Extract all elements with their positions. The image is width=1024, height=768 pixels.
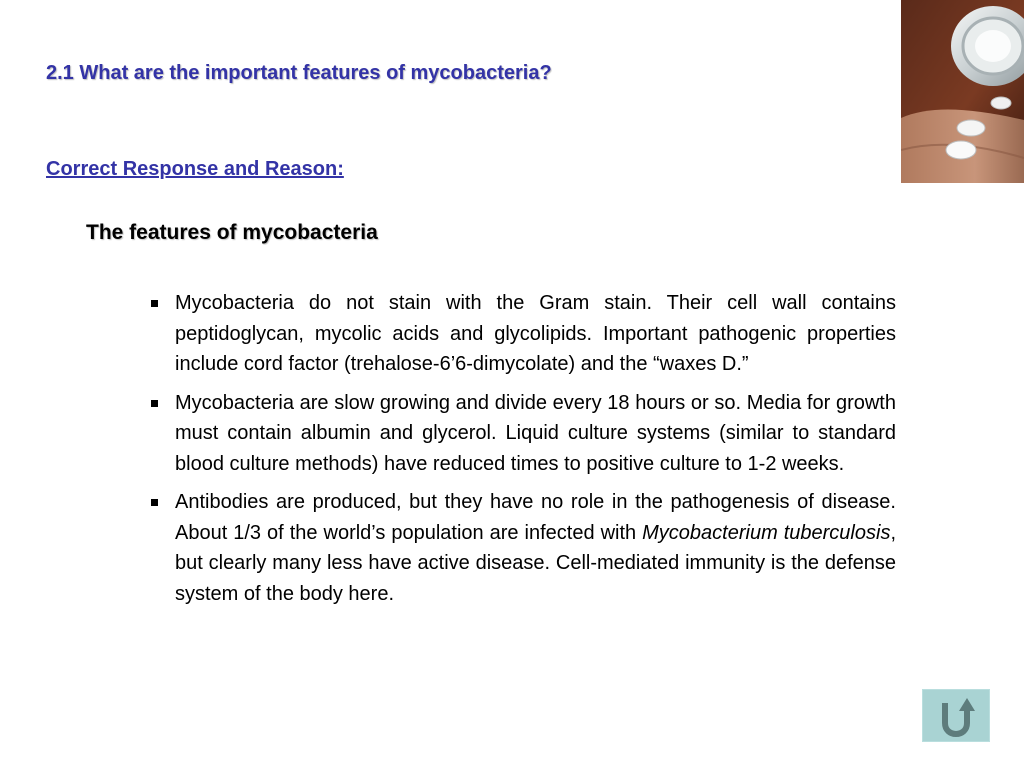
list-item — [148, 388, 896, 480]
pill-bottle-image — [901, 0, 1024, 183]
feature-list — [148, 288, 896, 617]
bullet-text-start: Antibodies are produced, but they have no role in the pathogenesis of disease. About 1/3 of the world’s population are infected with — [175, 491, 896, 544]
return-button[interactable] — [922, 689, 990, 742]
bullet-text: Mycobacteria are slow growing and divide every 18 hours or so. Media for growth must contain albumin and glycerol. Liquid culture systems (similar to standard blood culture methods) have reduced times to positive culture to 1-2 weeks. — [175, 391, 896, 475]
slide-title: 2.1 What are the important features of mycobacteria? — [46, 62, 552, 84]
bullet-text-end: , but clearly many less have active disease. Cell-mediated immunity is the defense system of the body here. — [175, 521, 897, 605]
bullet-text: Mycobacteria do not stain with the Gram stain. Their cell wall contains peptidoglycan, mycolic acids and glycolipids. Important pathogenic properties include cord factor (trehalose-6’6-dimycolate) and the “waxes D.” — [175, 292, 896, 375]
correct-response-heading: Correct Response and Reason: — [46, 158, 344, 180]
square-bullet-icon — [151, 300, 158, 307]
square-bullet-icon — [151, 499, 158, 506]
square-bullet-icon — [151, 400, 158, 407]
list-item — [148, 487, 896, 609]
section-label: The features of mycobacteria — [86, 221, 378, 244]
species-name: Mycobacterium tuberculosis — [642, 521, 891, 544]
list-item — [148, 288, 896, 380]
u-turn-return-icon — [923, 690, 989, 741]
pill-bottle-photo — [901, 0, 1024, 183]
bullet-text — [175, 491, 896, 605]
